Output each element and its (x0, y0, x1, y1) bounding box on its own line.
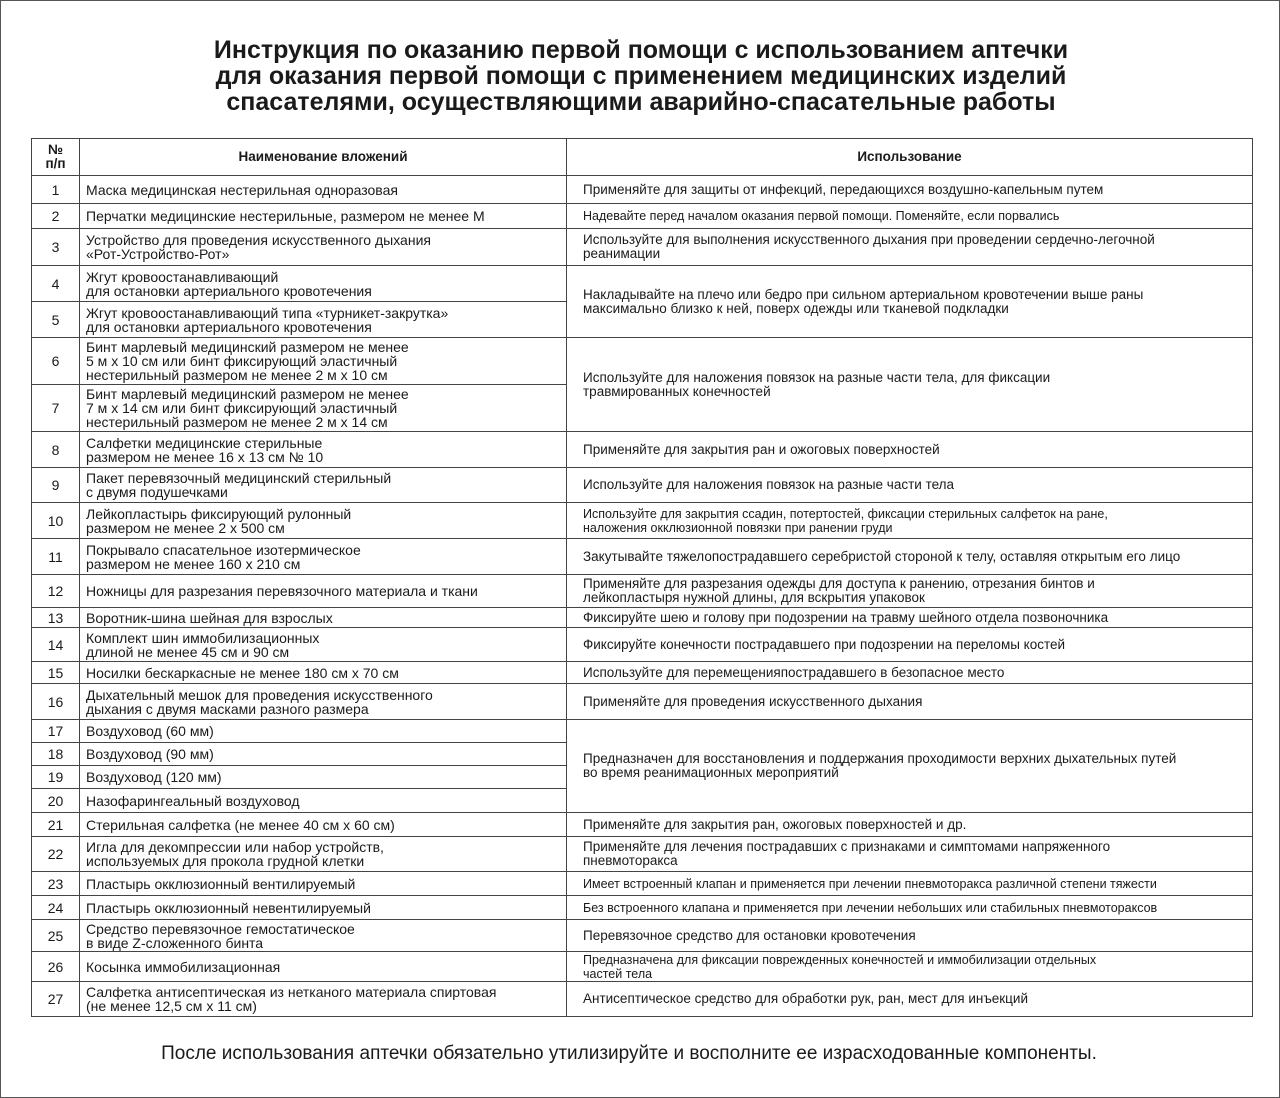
item-name: Салфетки медицинские стерильные размером не менее 16 х 13 см № 10 (80, 432, 567, 468)
item-usage: Накладывайте на плечо или бедро при сильном артериальном кровотечении выше раны максимально близко к ней, поверх одежды или тканевой подкладки (567, 266, 1253, 338)
item-name: Носилки бескаркасные не менее 180 см х 70 см (80, 662, 567, 684)
item-usage: Перевязочное средство для остановки кровотечения (567, 920, 1253, 952)
item-name: Дыхательный мешок для проведения искусственного дыхания с двумя масками разного размера (80, 684, 567, 720)
row-number: 26 (32, 952, 80, 982)
item-name: Лейкопластырь фиксирующий рулонный размером не менее 2 х 500 см (80, 503, 567, 539)
title-line-2: для оказания первой помощи с применением медицинских изделий (215, 62, 1067, 90)
item-name: Устройство для проведения искусственного дыхания «Рот-Устройство-Рот» (80, 229, 567, 266)
item-name: Пакет перевязочный медицинский стерильный с двумя подушечками (80, 468, 567, 503)
item-usage: Применяйте для защиты от инфекций, передающихся воздушно-капельным путем (567, 176, 1253, 204)
item-name: Бинт марлевый медицинский размером не менее 5 м х 10 см или бинт фиксирующий эластичный нестерильный размером не менее 2 м х 10 см (80, 338, 567, 385)
row-number: 14 (32, 628, 80, 662)
title-line-1: Инструкция по оказанию первой помощи с использованием аптечки (213, 36, 1069, 64)
item-usage: Применяйте для разрезания одежды для доступа к ранению, отрезания бинтов и лейкопластыря нужной длины, для вскрытия упаковок (567, 575, 1253, 608)
row-number: 8 (32, 432, 80, 468)
item-usage: Предназначен для восстановления и поддержания проходимости верхних дыхательных путей во время реанимационных мероприятий (567, 720, 1253, 813)
row-number: 24 (32, 896, 80, 920)
footer-note: После использования аптечки обязательно утилизируйте и восполните ее израсходованные компоненты. (161, 1043, 1097, 1064)
item-usage: Применяйте для лечения пострадавших с признаками и симптомами напряженного пневмоторакса (567, 837, 1253, 872)
row-number: 6 (32, 338, 80, 385)
row-number: 27 (32, 982, 80, 1017)
item-usage: Фиксируйте шею и голову при подозрении на травму шейного отдела позвоночника (567, 608, 1253, 628)
table-row (32, 575, 1253, 608)
item-name: Воздуховод (60 мм) (80, 720, 567, 743)
item-name: Назофарингеальный воздуховод (80, 789, 567, 813)
header-use: Использование (567, 139, 1253, 176)
table-row (32, 266, 1253, 302)
item-usage: Предназначена для фиксации поврежденных конечностей и иммобилизации отдельных частей тела (567, 952, 1253, 982)
first-aid-kit-table (31, 138, 1253, 1017)
row-number: 5 (32, 302, 80, 338)
table-row (32, 952, 1253, 982)
item-usage: Применяйте для проведения искусственного дыхания (567, 684, 1253, 720)
row-number: 21 (32, 813, 80, 837)
header-name: Наименование вложений (80, 139, 567, 176)
item-usage: Закутывайте тяжелопострадавшего серебристой стороной к телу, оставляя открытым его лицо (567, 539, 1253, 575)
table-row (32, 872, 1253, 896)
table-row (32, 896, 1253, 920)
row-number: 11 (32, 539, 80, 575)
table-row (32, 608, 1253, 628)
table-row (32, 539, 1253, 575)
table-row (32, 628, 1253, 662)
item-name: Стерильная салфетка (не менее 40 см х 60 см) (80, 813, 567, 837)
item-usage: Антисептическое средство для обработки рук, ран, мест для инъекций (567, 982, 1253, 1017)
item-name: Салфетка антисептическая из нетканого материала спиртовая (не менее 12,5 см х 11 см) (80, 982, 567, 1017)
row-number: 12 (32, 575, 80, 608)
row-number: 22 (32, 837, 80, 872)
table-row (32, 204, 1253, 229)
row-number: 7 (32, 385, 80, 432)
row-number: 3 (32, 229, 80, 266)
table-row (32, 813, 1253, 837)
row-number: 23 (32, 872, 80, 896)
item-name: Игла для декомпрессии или набор устройств, используемых для прокола грудной клетки (80, 837, 567, 872)
item-usage: Надевайте перед началом оказания первой помощи. Поменяйте, если порвались (567, 204, 1253, 229)
item-usage: Фиксируйте конечности пострадавшего при подозрении на переломы костей (567, 628, 1253, 662)
item-usage: Без встроенного клапана и применяется при лечении небольших или стабильных пневмотораксов (567, 896, 1253, 920)
row-number: 25 (32, 920, 80, 952)
item-name: Бинт марлевый медицинский размером не менее 7 м х 14 см или бинт фиксирующий эластичный нестерильный размером не менее 2 м х 14 см (80, 385, 567, 432)
row-number: 4 (32, 266, 80, 302)
table-row (32, 662, 1253, 684)
item-name: Воротник-шина шейная для взрослых (80, 608, 567, 628)
row-number: 18 (32, 743, 80, 766)
row-number: 16 (32, 684, 80, 720)
page-title (1, 37, 1280, 115)
row-number: 15 (32, 662, 80, 684)
row-number: 1 (32, 176, 80, 204)
item-usage: Применяйте для закрытия ран, ожоговых поверхностей и др. (567, 813, 1253, 837)
row-number: 19 (32, 766, 80, 789)
row-number: 9 (32, 468, 80, 503)
row-number: 20 (32, 789, 80, 813)
item-usage: Имеет встроенный клапан и применяется при лечении пневмоторакса различной степени тяжести (567, 872, 1253, 896)
header-num: № п/п (32, 139, 80, 176)
table-row (32, 229, 1253, 266)
row-number: 17 (32, 720, 80, 743)
table-row (32, 503, 1253, 539)
item-name: Воздуховод (120 мм) (80, 766, 567, 789)
table-row (32, 684, 1253, 720)
item-usage: Используйте для наложения повязок на разные части тела (567, 468, 1253, 503)
item-name: Перчатки медицинские нестерильные, размером не менее М (80, 204, 567, 229)
item-name: Воздуховод (90 мм) (80, 743, 567, 766)
item-name: Маска медицинская нестерильная одноразовая (80, 176, 567, 204)
item-name: Покрывало спасательное изотермическое размером не менее 160 х 210 см (80, 539, 567, 575)
row-number: 2 (32, 204, 80, 229)
table-row (32, 982, 1253, 1017)
item-name: Комплект шин иммобилизационных длиной не менее 45 см и 90 см (80, 628, 567, 662)
item-usage: Используйте для закрытия ссадин, потертостей, фиксации стерильных салфеток на ране, наложения окклюзионной повязки при ранении груди (567, 503, 1253, 539)
item-name: Средство перевязочное гемостатическое в виде Z-сложенного бинта (80, 920, 567, 952)
item-usage: Используйте для наложения повязок на разные части тела, для фиксации травмированных конечностей (567, 338, 1253, 432)
item-usage: Используйте для выполнения искусственного дыхания при проведении сердечно-легочной реанимации (567, 229, 1253, 266)
table-row (32, 720, 1253, 743)
table-row (32, 432, 1253, 468)
title-line-3: спасателями, осуществляющими аварийно-спасательные работы (226, 88, 1056, 116)
table-row (32, 920, 1253, 952)
table-row (32, 338, 1253, 385)
item-name: Ножницы для разрезания перевязочного материала и ткани (80, 575, 567, 608)
item-name: Пластырь окклюзионный невентилируемый (80, 896, 567, 920)
item-usage: Применяйте для закрытия ран и ожоговых поверхностей (567, 432, 1253, 468)
item-name: Пластырь окклюзионный вентилируемый (80, 872, 567, 896)
item-name: Жгут кровоостанавливающий для остановки артериального кровотечения (80, 266, 567, 302)
table-header-row (32, 139, 1253, 176)
table-row (32, 468, 1253, 503)
item-name: Жгут кровоостанавливающий типа «турникет-закрутка» для остановки артериального кровотечения (80, 302, 567, 338)
row-number: 10 (32, 503, 80, 539)
row-number: 13 (32, 608, 80, 628)
item-usage: Используйте для перемещенияпострадавшего в безопасное место (567, 662, 1253, 684)
table-row (32, 176, 1253, 204)
table-row (32, 837, 1253, 872)
item-name: Косынка иммобилизационная (80, 952, 567, 982)
